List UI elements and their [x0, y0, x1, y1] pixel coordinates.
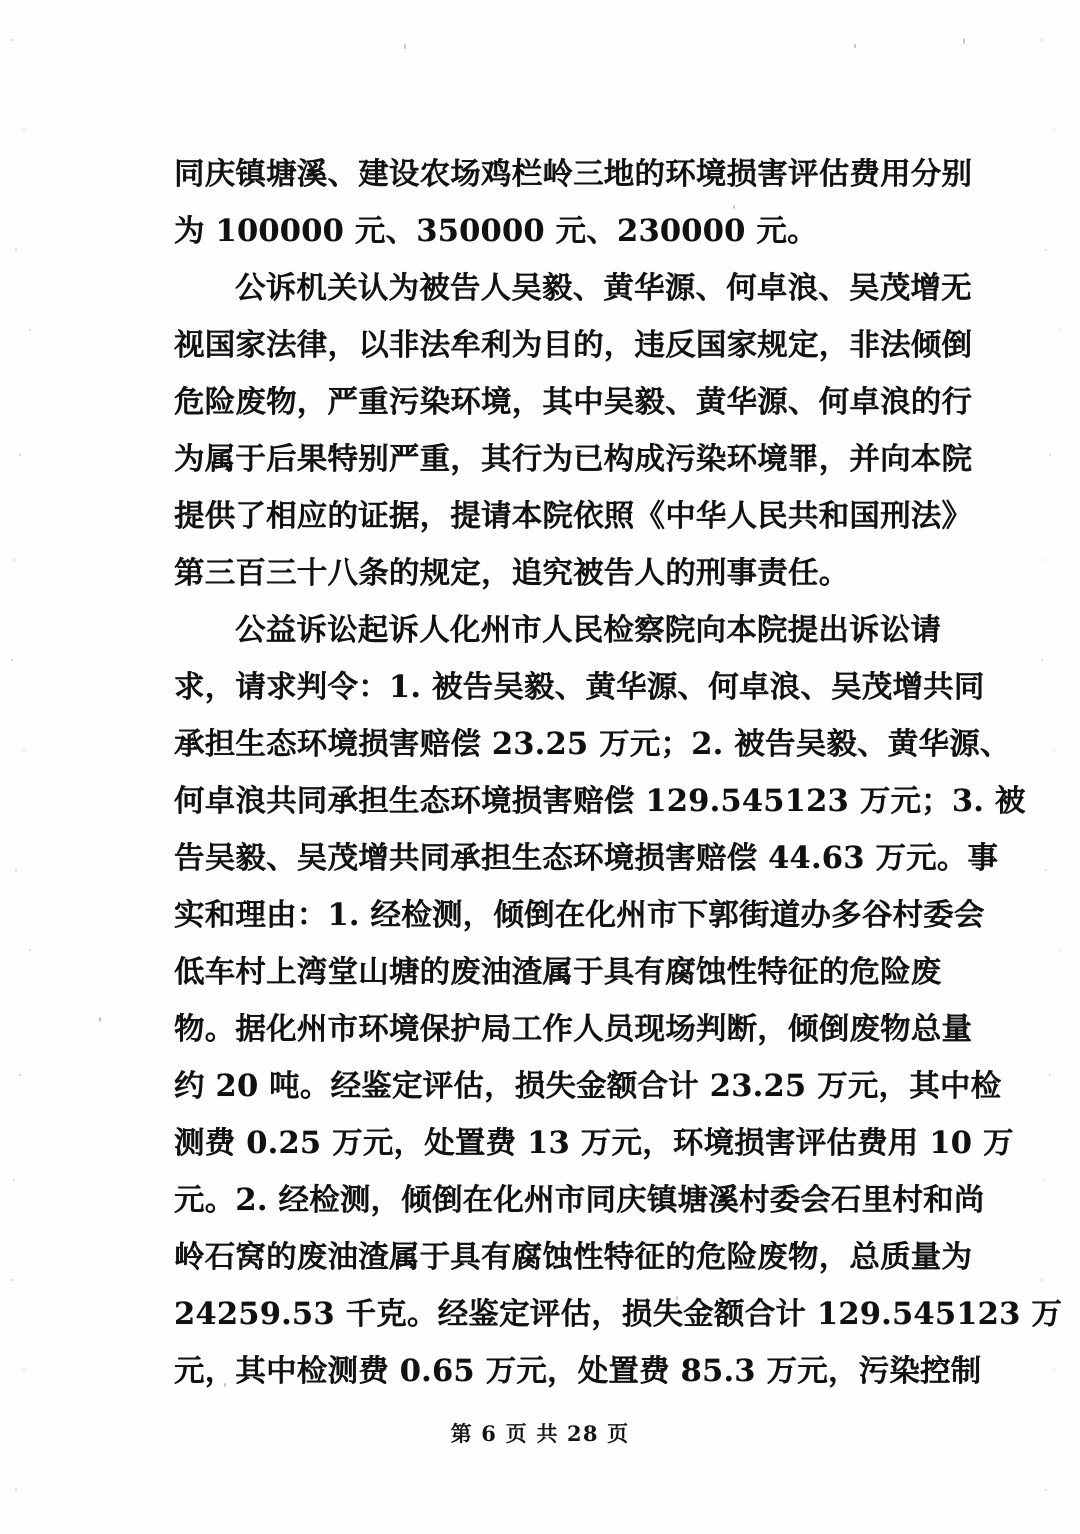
- text-line: 承担生态环境损害赔偿 23.25 万元；2. 被告吴毅、黄华源、: [174, 726, 1011, 762]
- text-line: 24259.53 千克。经鉴定评估，损失金额合计 129.545123 万: [174, 1296, 1063, 1332]
- text-line: 视国家法律，以非法牟利为目的，违反国家规定，非法倾倒: [174, 327, 973, 363]
- text-line: 元，其中检测费 0.65 万元，处置费 85.3 万元，污染控制: [174, 1353, 982, 1389]
- scan-dust-speck: [963, 38, 965, 44]
- text-line: 为属于后果特别严重，其行为已构成污染环境罪，并向本院: [174, 441, 973, 477]
- scan-dust-speck: [404, 44, 406, 49]
- text-line: 测费 0.25 万元，处置费 13 万元，环境损害评估费用 10 万: [174, 1125, 1014, 1161]
- text-line: 岭石窝的废油渣属于具有腐蚀性特征的危险废物，总质量为: [174, 1239, 973, 1275]
- text-line: 物。据化州市环境保护局工作人员现场判断，倾倒废物总量: [174, 1011, 973, 1047]
- text-line: 元。2. 经检测，倾倒在化州市同庆镇塘溪村委会石里村和尚: [174, 1182, 985, 1218]
- text-line-paragraph-start: 公诉机关认为被告人吴毅、黄华源、何卓浪、吴茂增无: [235, 270, 972, 306]
- text-line: 求，请求判令：1. 被告吴毅、黄华源、何卓浪、吴茂增共同: [174, 669, 985, 705]
- text-line: 实和理由：1. 经检测，倾倒在化州市下郭街道办多谷村委会: [174, 897, 985, 933]
- scan-dust-speck: [99, 1017, 101, 1022]
- text-line: 告吴毅、吴茂增共同承担生态环境损害赔偿 44.63 万元。事: [174, 840, 999, 876]
- text-line-paragraph-start: 公益诉讼起诉人化州市人民检察院向本院提出诉讼请: [235, 612, 942, 648]
- scan-speckle-left-edge: [6, 0, 40, 1534]
- text-line: 同庆镇塘溪、建设农场鸡栏岭三地的环境损害评估费用分别: [174, 156, 973, 192]
- page-footer: 第 6 页 共 28 页: [450, 1421, 630, 1446]
- text-line: 何卓浪共同承担生态环境损害赔偿 129.545123 万元；3. 被: [174, 783, 1026, 819]
- text-line: 为 100000 元、350000 元、230000 元。: [174, 213, 818, 249]
- text-line: 低车村上湾堂山塘的废油渣属于具有腐蚀性特征的危险废: [174, 954, 942, 990]
- text-line: 第三百三十八条的规定，追究被告人的刑事责任。: [174, 555, 850, 591]
- text-line: 危险废物，严重污染环境，其中吴毅、黄华源、何卓浪的行: [174, 384, 973, 420]
- text-line: 约 20 吨。经鉴定评估，损失金额合计 23.25 万元，其中检: [174, 1068, 1002, 1104]
- document-body-text: [174, 146, 1063, 1400]
- scan-dust-speck: [854, 44, 856, 48]
- text-line: 提供了相应的证据，提请本院依照《中华人民共和国刑法》: [174, 498, 973, 534]
